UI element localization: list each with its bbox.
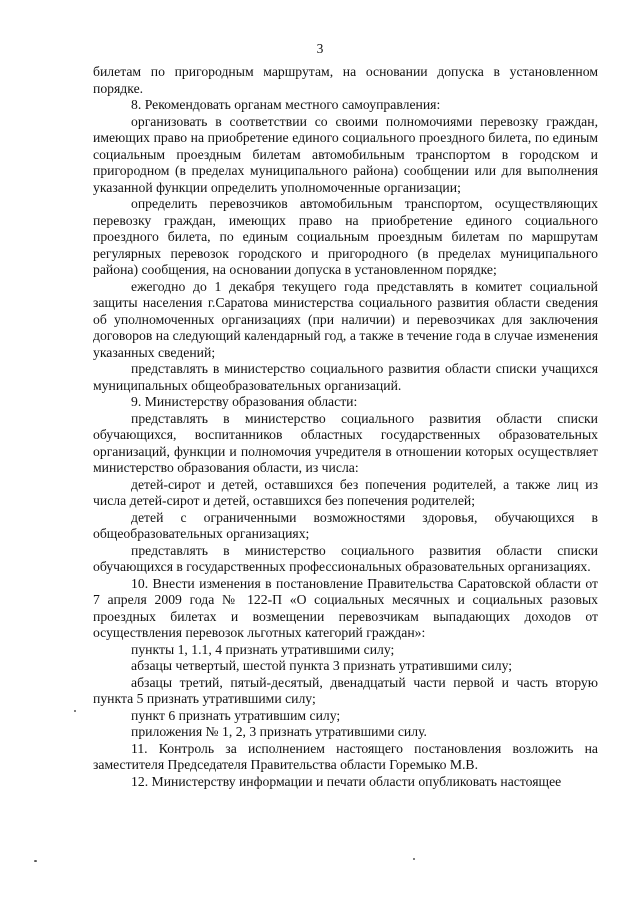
scan-speck <box>34 860 37 862</box>
paragraph-clauses-point-3: абзацы четвертый, шестой пункта 3 признать утратившими силу; <box>131 658 513 673</box>
scan-speck <box>413 858 415 860</box>
paragraph-clauses-point-5: абзацы третий, пятый-десятый, двенадцатый части первой и часть вторую пункта 5 признать утратившими силу; <box>93 674 598 706</box>
paragraph-organize-transport: организовать в соответствии со своими полномочиями перевозку граждан, имеющих право на приобретение единого социального проездного билета, по единым социальным проездным билетам автомобильным транспортом в городском и пригородном (в пределах муниципального района) сообщении или для выполнения указанной функции определить уполномоченные организации; <box>93 113 598 195</box>
paragraph-points-repealed: пункты 1, 1.1, 4 признать утратившими силу; <box>131 641 395 657</box>
paragraph-annual-report: ежегодно до 1 декабря текущего года представлять в комитет социальной защиты населения г.Саратова министерства социального развития области сведения об уполномоченных организациях (при наличии) и перевозчиках для заключения договоров на следующий календарный год, а также в течение года в случае изменения указанных сведений; <box>93 278 598 360</box>
paragraph-item-11: 11. Контроль за исполнением настоящего постановления возложить на заместителя Председателя Правительства области Горемыко М.В. <box>93 740 598 772</box>
paragraph-education-lists: представлять в министерство социального развития области списки обучающихся, воспитанников областных государственных образовательных организаций, функции и полномочия учредителя в отношении которых осуществляет министерство образования области, из числа: <box>93 410 598 475</box>
scan-speck <box>74 710 76 712</box>
paragraph-appendices: приложения № 1, 2, 3 признать утратившими силу. <box>131 724 427 739</box>
paragraph-student-lists: представлять в министерство социального развития области списки учащихся муниципальных общеобразовательных организаций. <box>93 361 598 393</box>
paragraph-continuation: билетам по пригородным маршрутам, на основании допуска в установленном порядке. <box>93 64 598 96</box>
paragraph-vocational-lists: представлять в министерство социального развития области списки обучающихся в государственных профессиональных образовательных организациях. <box>93 542 598 574</box>
paragraph-point-6: пункт 6 признать утратившим силу; <box>131 707 341 723</box>
paragraph-orphans: детей-сирот и детей, оставшихся без попечения родителей, а также лиц из числа детей-сирот и детей, оставшихся без попечения родителей; <box>93 476 598 508</box>
document-body <box>93 64 598 790</box>
paragraph-define-carriers: определить перевозчиков автомобильным транспортом, осуществляющих перевозку граждан, имеющих право на приобретение единого социального проездного билета, по единым социальным проездным билетам по маршрутам регулярных перевозок городского и пригородного (в пределах муниципального района) сообщения, на основании допуска в установленном порядке; <box>93 196 598 277</box>
paragraph-item-10: 10. Внести изменения в постановление Правительства Саратовской области от 7 апреля 2009 года № 122-П «О социальных месячных и социальных разовых проездных билетах и возмещении перевозчикам выпадающих доходов от осуществления перевозок льготных категорий граждан»: <box>93 575 598 640</box>
paragraph-item-12: 12. Министерству информации и печати области опубликовать настоящее <box>131 773 562 789</box>
paragraph-disabled-children: детей с ограниченными возможностями здоровья, обучающихся в общеобразовательных организациях; <box>93 509 598 541</box>
page-number: 3 <box>316 41 324 56</box>
paragraph-item-8: 8. Рекомендовать органам местного самоуправления: <box>131 97 441 112</box>
paragraph-item-9: 9. Министерству образования области: <box>131 394 358 409</box>
